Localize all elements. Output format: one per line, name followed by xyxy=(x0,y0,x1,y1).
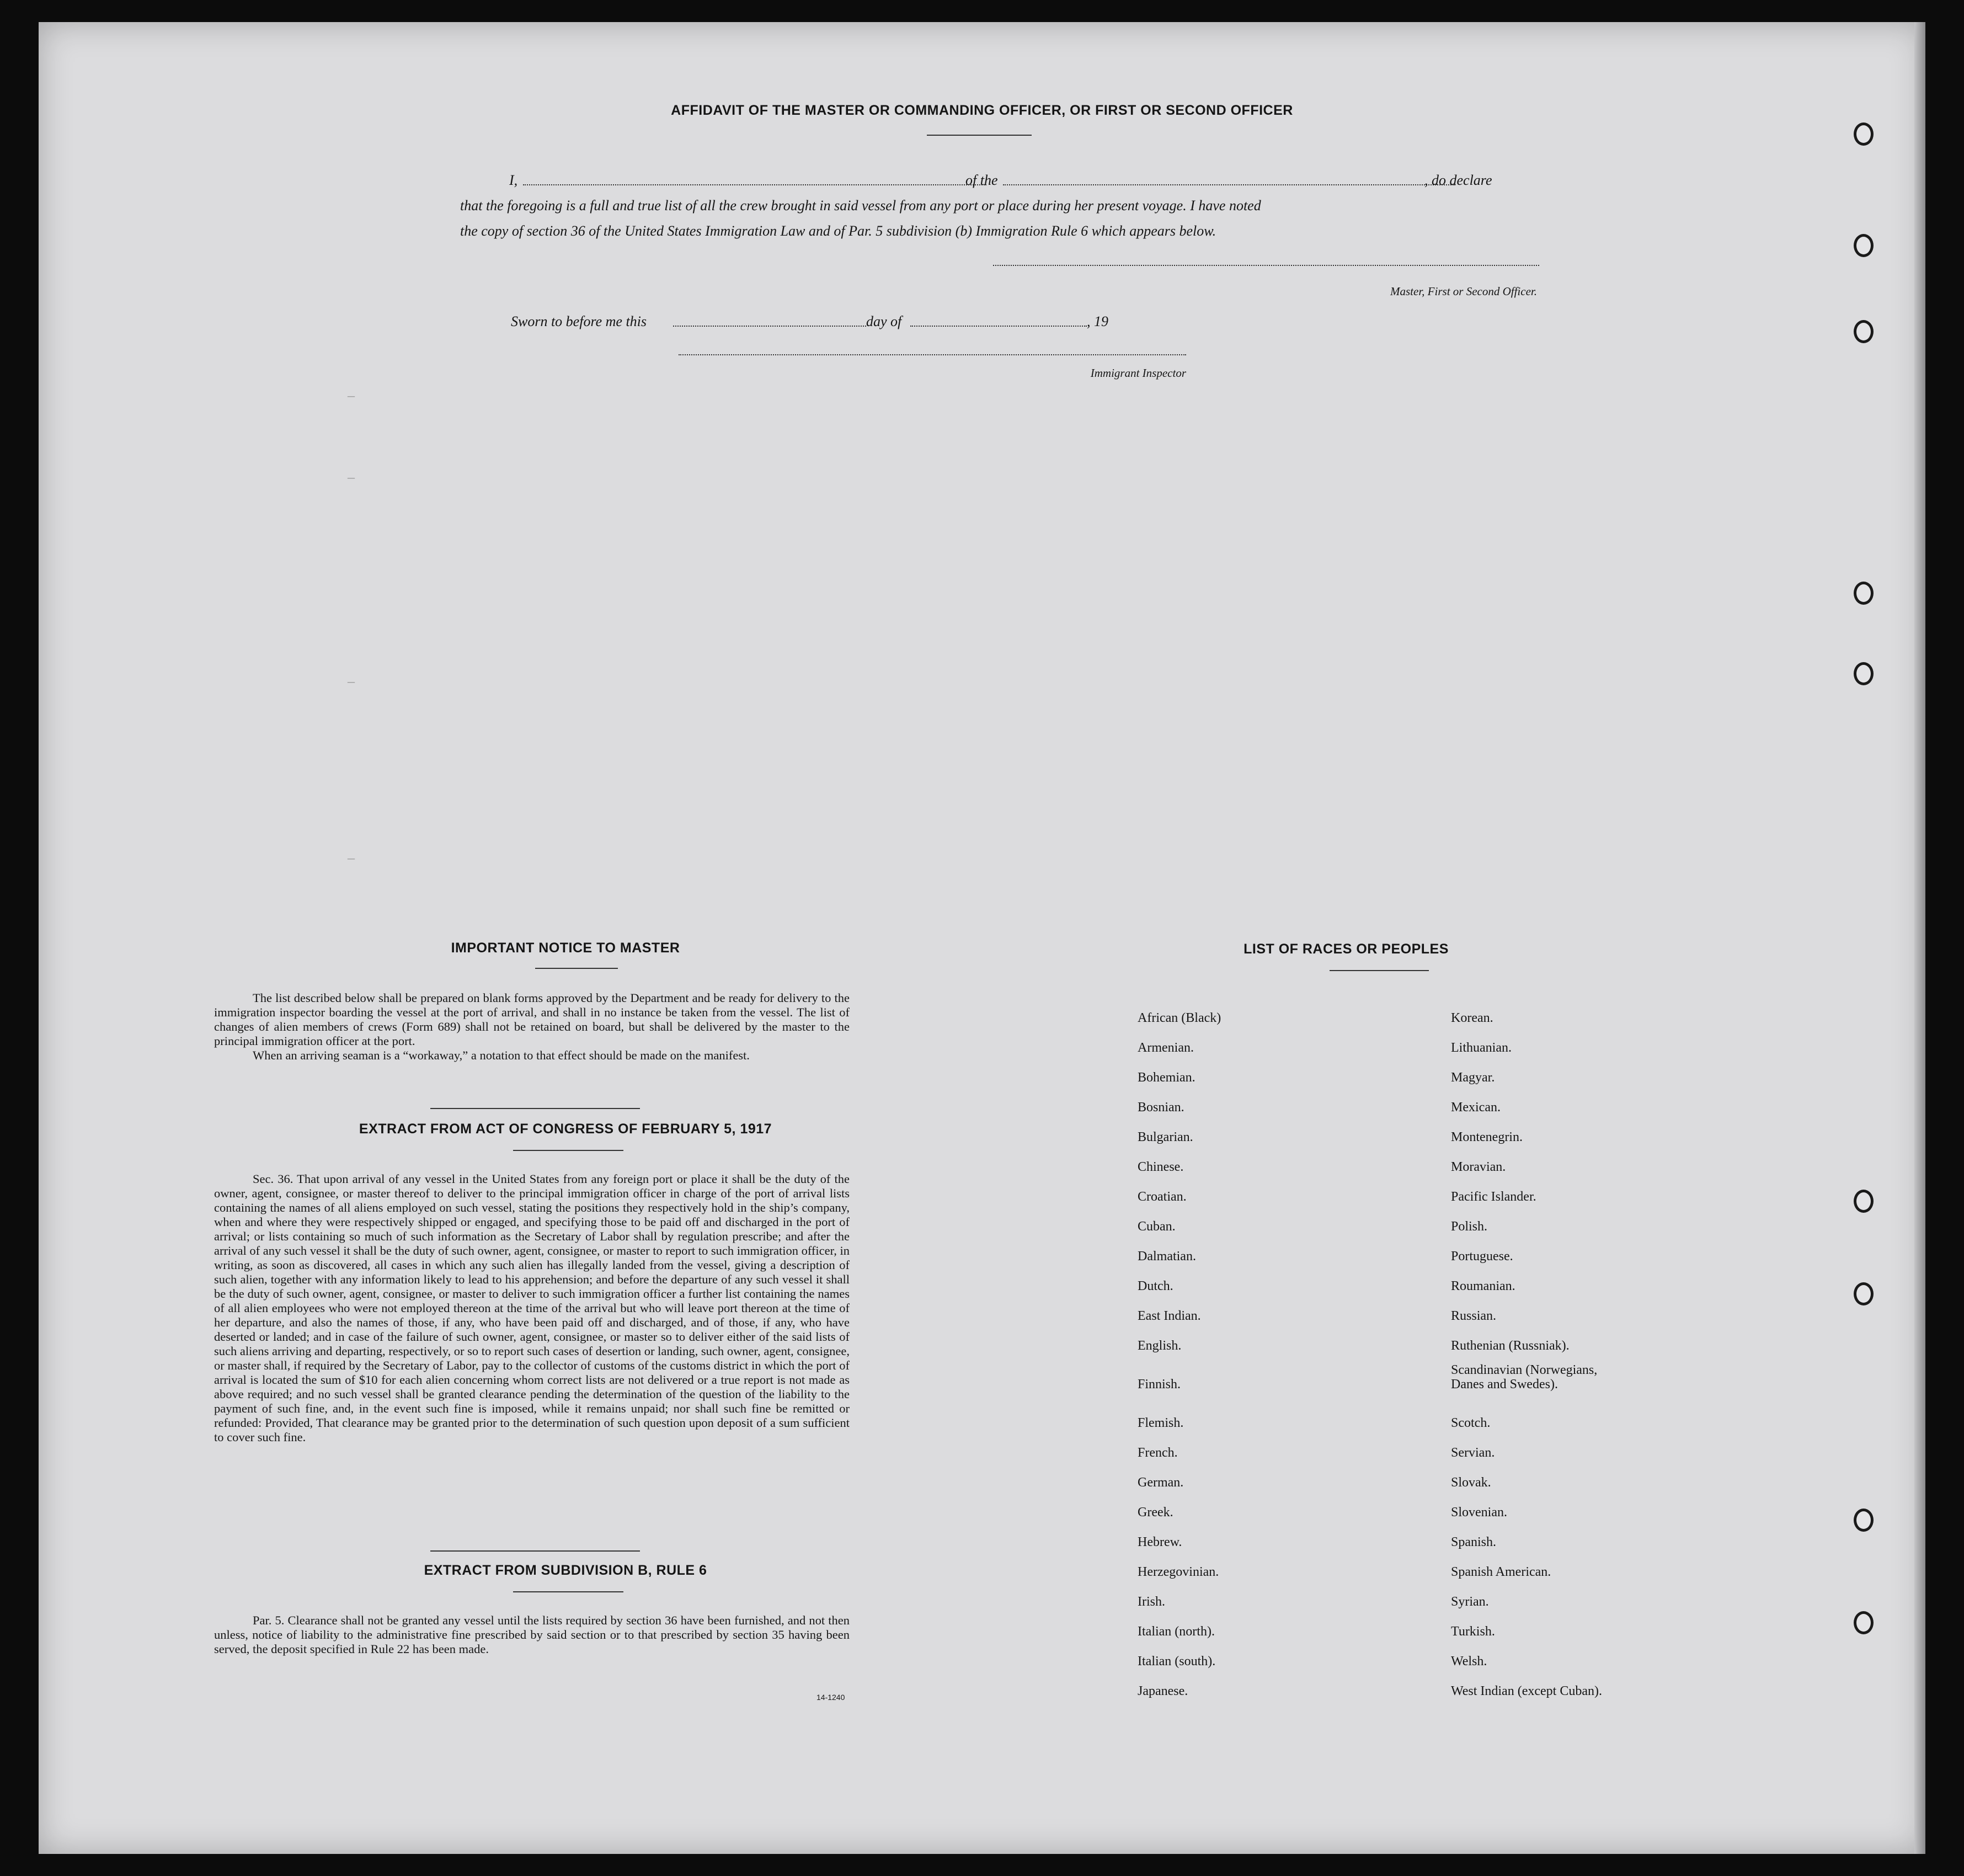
affidavit-line-2: that the foregoing is a full and true list of all the crew brought in said vessel from any port or place during her present voyage. I have noted xyxy=(460,198,1261,214)
binder-hole-3 xyxy=(1854,320,1874,343)
sworn-day-blank[interactable] xyxy=(673,326,866,327)
inspector-signature-line[interactable] xyxy=(679,354,1186,355)
extract-rule-body xyxy=(214,1613,850,1656)
extract-act-title: EXTRACT FROM ACT OF CONGRESS OF FEBRUARY 5, 1917 xyxy=(359,1121,772,1137)
race-item: Montenegrin. xyxy=(1451,1130,1523,1144)
extract-rule-underline xyxy=(513,1591,623,1592)
race-item: Scandinavian (Norwegians, Danes and Swedes). xyxy=(1451,1363,1598,1392)
section-divider-2 xyxy=(430,1550,640,1552)
bleed-through-mark: – xyxy=(348,850,355,866)
race-item: Lithuanian. xyxy=(1451,1041,1512,1055)
document-page xyxy=(39,22,1925,1854)
binder-hole-5 xyxy=(1854,662,1874,685)
race-item: Italian (north). xyxy=(1138,1624,1215,1639)
race-item: Finnish. xyxy=(1138,1377,1181,1392)
binder-hole-2 xyxy=(1854,234,1874,257)
race-item: English. xyxy=(1138,1339,1182,1353)
race-item: Moravian. xyxy=(1451,1160,1506,1174)
par-5-text: Par. 5. Clearance shall not be granted any vessel until the lists required by section 36 have been furnished, and not then unless, notice of liability to the administrative fine prescribed by said section or to that prescribed by section 35 having been served, the deposit specified in Rule 22 has been made. xyxy=(214,1613,850,1656)
race-item: Bohemian. xyxy=(1138,1070,1196,1085)
race-item: Greek. xyxy=(1138,1505,1173,1520)
affidavit-line-3: the copy of section 36 of the United States Immigration Law and of Par. 5 subdivision (b) Immigration Rule 6 which appears below. xyxy=(460,223,1216,239)
notice-underline xyxy=(535,968,618,969)
affidavit-i: I, xyxy=(509,172,518,188)
affidavit-of-the: of the xyxy=(965,172,998,188)
inspector-caption: Immigrant Inspector xyxy=(1090,366,1186,380)
race-item: Slovak. xyxy=(1451,1475,1491,1490)
binder-hole-9 xyxy=(1854,1611,1874,1634)
race-item: Irish. xyxy=(1138,1595,1165,1609)
race-item: Syrian. xyxy=(1451,1595,1489,1609)
affidavit-declare: , do declare xyxy=(1424,172,1492,188)
race-item: Spanish. xyxy=(1451,1535,1497,1549)
race-item: Magyar. xyxy=(1451,1070,1495,1085)
section-36-text: Sec. 36. That upon arrival of any vessel in the United States from any foreign port or place it shall be the duty of the owner, agent, consignee, or master thereof to deliver to the principal immigration officer in charge of the port of arrival lists containing the names of all aliens employed on such vessel, stating the positions they respectively hold in the ship’s company, when and where they were respectively shipped or engaged, and specifying those to be paid off and discharged in the port of arrival; or lists containing so much of such information as the Secretary of Labor shall by regulation prescribe; and after the arrival of any such vessel it shall be the duty of such owner, agent, consignee, or master to report to such immigration officer, in writing, as soon as discovered, all cases in which any such alien has illegally landed from the vessel, giving a description of such alien, together with any information likely to lead to his apprehension; and before the departure of any such vessel it shall be the duty of such owner, agent, consignee, or master to deliver to such immigration officer a further list containing the names of all alien employees who were not employed thereon at the time of the arrival but who will leave port thereon at the time of her departure, and also the names of those, if any, who have been paid off and discharged, and of those, if any, who have deserted or landed; and in case of the failure of such owner, agent, consignee, or master so to deliver either of the said lists of such aliens arriving and departing, respectively, or so to report such cases of desertion or landing, such owner, agent, consignee, or master shall, if required by the Secretary of Labor, pay to the collector of customs of the customs district in which the port of arrival is located the sum of $10 for each alien concerning whom correct lists are not delivered or a true report is not made as above required; and no such vessel shall be granted clearance pending the determination of the question of the liability to the payment of such fine, and, in the event such fine is imposed, while it remains unpaid; nor shall such fine be remitted or refunded: Provided, That clearance may be granted prior to the determination of such question upon deposit of a sum sufficient to cover such fine. xyxy=(214,1172,850,1444)
race-item: Turkish. xyxy=(1451,1624,1495,1639)
section-divider-1 xyxy=(430,1108,640,1109)
sworn-day-of: day of xyxy=(866,313,902,329)
binder-hole-1 xyxy=(1854,122,1874,146)
bleed-through-mark: – xyxy=(348,387,355,403)
race-item: Portuguese. xyxy=(1451,1249,1513,1264)
race-item: Italian (south). xyxy=(1138,1654,1216,1669)
races-title: LIST OF RACES OR PEOPLES xyxy=(1243,941,1449,957)
race-item: Japanese. xyxy=(1138,1684,1188,1698)
master-signature-line[interactable] xyxy=(993,265,1539,266)
race-item: Hebrew. xyxy=(1138,1535,1182,1549)
binder-hole-6 xyxy=(1854,1190,1874,1213)
race-item: Servian. xyxy=(1451,1446,1495,1460)
race-item: Korean. xyxy=(1451,1011,1493,1025)
race-item: West Indian (except Cuban). xyxy=(1451,1684,1602,1698)
race-item: Spanish American. xyxy=(1451,1565,1551,1579)
race-item: Armenian. xyxy=(1138,1041,1194,1055)
sworn-year: , 19 xyxy=(1087,313,1108,329)
race-item: Flemish. xyxy=(1138,1416,1184,1430)
sworn-prefix: Sworn to before me this xyxy=(511,313,647,329)
bleed-through-mark: – xyxy=(348,469,355,485)
race-item: French. xyxy=(1138,1446,1178,1460)
sworn-month-blank[interactable] xyxy=(910,326,1087,327)
race-item: African (Black) xyxy=(1138,1011,1221,1025)
race-item: Croatian. xyxy=(1138,1190,1187,1204)
title-underline xyxy=(927,135,1032,136)
notice-body xyxy=(214,991,850,1063)
race-item: Roumanian. xyxy=(1451,1279,1515,1293)
binder-hole-7 xyxy=(1854,1282,1874,1305)
name-blank[interactable] xyxy=(523,184,986,185)
notice-paragraph-1: The list described below shall be prepared on blank forms approved by the Department and be ready for delivery to the immigration inspector boarding the vessel at the port of arrival, and shall in no instance be taken from the vessel. The list of changes of alien members of crews (Form 689) shall not be retained on board, but shall be delivered by the master to the principal immigration officer at the port. xyxy=(214,991,850,1048)
form-code: 14-1240 xyxy=(816,1693,845,1702)
binder-hole-8 xyxy=(1854,1509,1874,1532)
race-item: Slovenian. xyxy=(1451,1505,1507,1520)
race-item: Ruthenian (Russniak). xyxy=(1451,1339,1570,1353)
race-item: Pacific Islander. xyxy=(1451,1190,1536,1204)
race-item: Herzegovinian. xyxy=(1138,1565,1219,1579)
race-item: Welsh. xyxy=(1451,1654,1487,1669)
extract-act-body xyxy=(214,1172,850,1445)
race-item: Mexican. xyxy=(1451,1100,1501,1115)
race-item: Bulgarian. xyxy=(1138,1130,1193,1144)
notice-paragraph-2: When an arriving seaman is a “workaway,” a notation to that effect should be made on the manifest. xyxy=(253,1048,750,1062)
race-item: East Indian. xyxy=(1138,1309,1201,1323)
bleed-through-mark: – xyxy=(348,673,355,689)
race-item: Dutch. xyxy=(1138,1279,1173,1293)
race-item: Scotch. xyxy=(1451,1416,1491,1430)
notice-title: IMPORTANT NOTICE TO MASTER xyxy=(451,940,680,956)
binder-hole-4 xyxy=(1854,582,1874,605)
race-item: Chinese. xyxy=(1138,1160,1184,1174)
page-edge-shadow xyxy=(1914,22,1925,1854)
extract-act-underline xyxy=(513,1150,623,1151)
extract-rule-title: EXTRACT FROM SUBDIVISION B, RULE 6 xyxy=(424,1563,707,1578)
races-underline xyxy=(1330,970,1429,971)
master-signature-caption: Master, First or Second Officer. xyxy=(1390,285,1537,298)
race-item: German. xyxy=(1138,1475,1184,1490)
race-item: Bosnian. xyxy=(1138,1100,1184,1115)
affidavit-title: AFFIDAVIT OF THE MASTER OR COMMANDING OFFICER, OR FIRST OR SECOND OFFICER xyxy=(671,103,1293,118)
race-item: Dalmatian. xyxy=(1138,1249,1196,1264)
race-item: Cuban. xyxy=(1138,1219,1176,1234)
race-item: Russian. xyxy=(1451,1309,1497,1323)
vessel-blank[interactable] xyxy=(1003,184,1455,185)
race-item: Polish. xyxy=(1451,1219,1488,1234)
